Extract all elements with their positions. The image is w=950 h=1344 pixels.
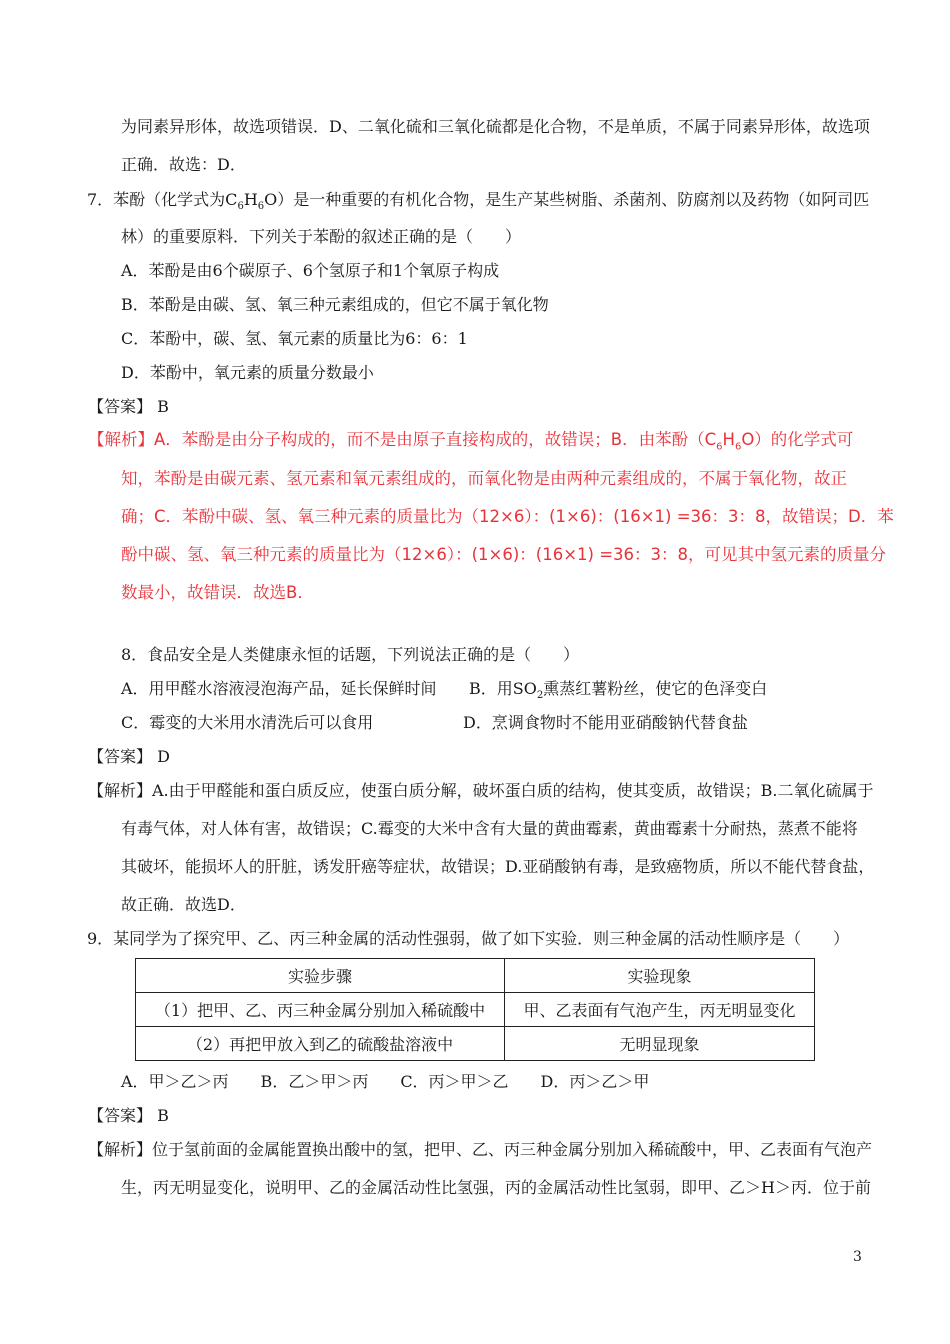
explanation-line: 生，丙无明显变化，说明甲、乙的金属活动性比氢强，丙的金属活动性比氢弱，即甲、乙＞H＞丙．位于前 (121, 1178, 871, 1197)
q7-sub: 6 (257, 201, 265, 213)
explanation (88, 430, 853, 457)
answer: 【答案】 B (88, 1106, 169, 1125)
option-b-text: 熏蒸红薯粉丝，使它的色泽变白 (543, 679, 768, 698)
explanation-line: 知，苯酚是由碳元素、氢元素和氧元素组成的，而氧化物是由两种元素组成的，不属于氧化物，故正 (121, 469, 847, 488)
explanation-line: 【解析】A.由于甲醛能和蛋白质反应，使蛋白质分解，破坏蛋白质的结构，使其变质，故错误；B.二氧化硫属于 (88, 781, 874, 800)
explanation-sub: 6 (734, 441, 742, 453)
question-8: 8．食品安全是人类健康永恒的话题，下列说法正确的是（ ） (121, 645, 580, 664)
option-d: D．苯酚中，氧元素的质量分数最小 (121, 363, 374, 382)
table-header: 实验现象 (505, 959, 815, 993)
explanation-text: 【解析】A．苯酚是由分子构成的，而不是由原子直接构成的，故错误；B．由苯酚（C (88, 430, 717, 449)
text-line: 为同素异形体，故选项错误．D、二氧化硫和三氧化硫都是化合物，不是单质，不属于同素异形体，故选项 (121, 117, 870, 136)
question-7 (87, 190, 869, 217)
table-cell: （2）再把甲放入到乙的硫酸盐溶液中 (136, 1027, 505, 1061)
option-c: C．苯酚中，碳、氢、氧元素的质量比为6：6：1 (121, 329, 468, 348)
explanation-line: 有毒气体，对人体有害，故错误；C.霉变的大米中含有大量的黄曲霉素，黄曲霉素十分耐热，蒸煮不能将 (121, 819, 858, 838)
q7-text: O）是一种重要的有机化合物，是生产某些树脂、杀菌剂、防腐剂以及药物（如阿司匹 (264, 190, 870, 209)
explanation-line: 其破坏，能损坏人的肝脏，诱发肝癌等症状，故错误；D.亚硝酸钠有毒，是致癌物质，所以不能代替食盐， (121, 857, 875, 876)
option-d: D．烹调食物时不能用亚硝酸钠代替食盐 (463, 713, 748, 732)
option-b-text: B．用SO (469, 679, 537, 698)
explanation-line: 确；C．苯酚中碳、氢、氧三种元素的质量比为（12×6）：(1×6)：(16×1) =36：3：8，故错误；D．苯 (121, 507, 894, 526)
explanation-line: 故正确．故选D． (121, 895, 246, 914)
q7-sub: 6 (237, 201, 244, 213)
question-9: 9．某同学为了探究甲、乙、丙三种金属的活动性强弱，做了如下实验．则三种金属的活动性顺序是（ ） (87, 929, 850, 948)
option-b: B．苯酚是由碳、氢、氧三种元素组成的，但它不属于氧化物 (121, 295, 549, 314)
option-a: A．苯酚是由6个碳原子、6个氢原子和1个氧原子构成 (121, 261, 500, 280)
page-number: 3 (853, 1249, 862, 1265)
explanation-text: H (722, 430, 735, 449)
explanation-line: 【解析】位于氢前面的金属能置换出酸中的氢，把甲、乙、丙三种金属分别加入稀硫酸中，甲、乙表面有气泡产 (88, 1140, 873, 1159)
text-line: 林）的重要原料．下列关于苯酚的叙述正确的是（ ） (121, 227, 522, 246)
answer: 【答案】 D (88, 747, 170, 766)
table-cell: 无明显现象 (505, 1027, 815, 1061)
explanation-line: 酚中碳、氢、氧三种元素的质量比为（12×6）：(1×6)：(16×1) =36：3：8，可见其中氢元素的质量分 (121, 545, 887, 564)
q7-text: 7．苯酚（化学式为C (87, 190, 238, 209)
option-b-sub: 2 (536, 690, 544, 702)
explanation-text: O）的化学式可 (741, 430, 854, 449)
options: A．甲＞乙＞丙 B．乙＞甲＞丙 C．丙＞甲＞乙 D．丙＞乙＞甲 (121, 1072, 650, 1091)
option-a: A．用甲醛水溶液浸泡海产品，延长保鲜时间 (121, 679, 437, 698)
table-cell: （1）把甲、乙、丙三种金属分别加入稀硫酸中 (136, 993, 505, 1027)
table-header: 实验步骤 (136, 959, 505, 993)
text-line: 正确．故选：D． (121, 155, 246, 174)
q7-text: H (243, 190, 258, 209)
experiment-table (135, 958, 815, 1061)
explanation-sub: 6 (716, 441, 723, 453)
table-row (136, 1027, 815, 1061)
table-cell: 甲、乙表面有气泡产生，丙无明显变化 (505, 993, 815, 1027)
option-c: C．霉变的大米用水清洗后可以食用 (121, 713, 374, 732)
answer: 【答案】 B (88, 397, 169, 416)
option-b (469, 679, 767, 706)
table-row (136, 993, 815, 1027)
explanation-line: 数最小，故错误．故选B． (121, 583, 314, 602)
table-row (136, 959, 815, 993)
